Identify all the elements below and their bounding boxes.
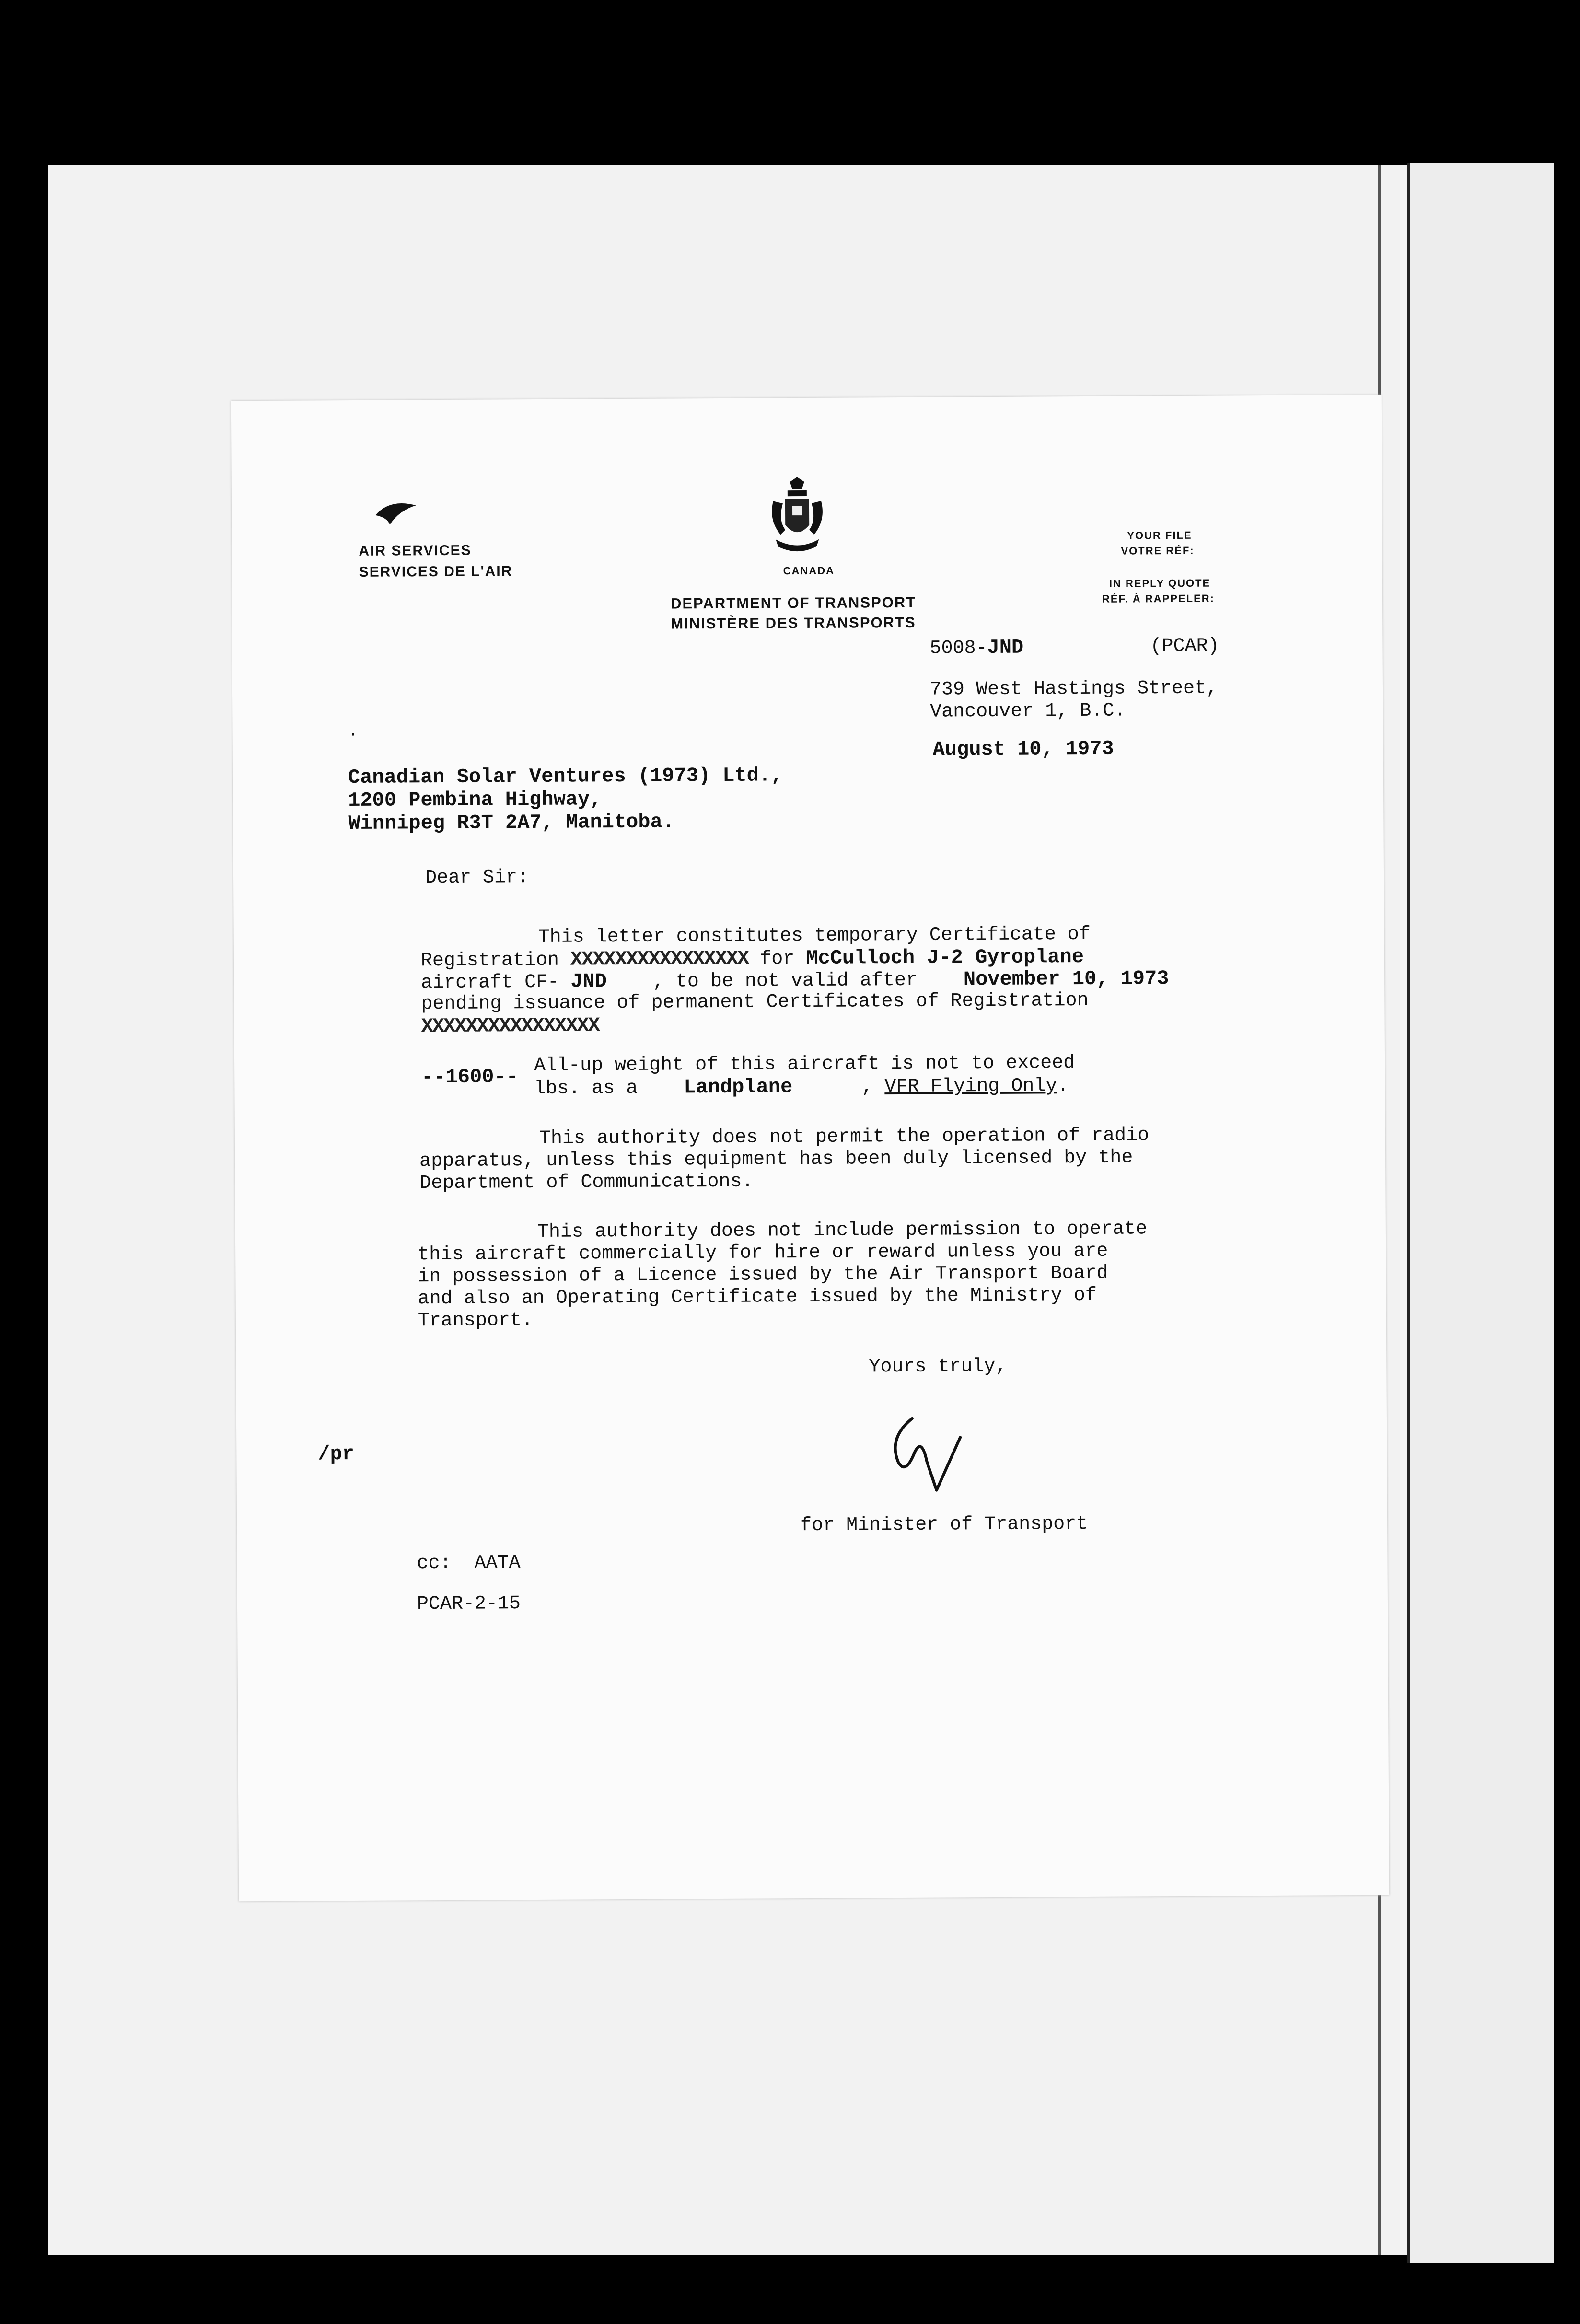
cc-line: cc: AATA bbox=[417, 1552, 521, 1575]
para3-line1: This authority does not permit the operation of radio bbox=[539, 1125, 1150, 1150]
recipient-line1: Canadian Solar Ventures (1973) Ltd., bbox=[348, 764, 783, 790]
para1-line4: pending issuance of permanent Certificates of Registration bbox=[421, 989, 1089, 1015]
initials-marker: /pr bbox=[318, 1442, 355, 1466]
sender-address-line2: Vancouver 1, B.C. bbox=[930, 700, 1126, 723]
header-left-line2: SERVICES DE L'AIR bbox=[359, 563, 513, 580]
aircraft-type: McCulloch J-2 Gyroplane bbox=[806, 945, 1084, 970]
para1-for-word: for bbox=[760, 948, 795, 970]
weight-value: --1600-- bbox=[421, 1065, 518, 1089]
expiry-date: November 10, 1973 bbox=[963, 967, 1169, 991]
crest-label: CANADA bbox=[783, 564, 835, 577]
file-code: JND bbox=[987, 636, 1024, 660]
para2-comma: , bbox=[861, 1076, 873, 1098]
closing: Yours truly, bbox=[869, 1355, 1007, 1378]
ref-a-rappeler-label: RÉF. À RAPPELER: bbox=[1102, 592, 1215, 605]
para3-line2: apparatus, unless this equipment has been duly licensed by the bbox=[419, 1147, 1133, 1173]
para1-line1: This letter constitutes temporary Certificate of bbox=[538, 923, 1091, 948]
para4-line4: and also an Operating Certificate issued by the Ministry of bbox=[418, 1284, 1097, 1310]
handwritten-signature bbox=[879, 1408, 985, 1505]
file-reference bbox=[929, 637, 1023, 660]
para4-line1: This authority does not include permission to operate bbox=[537, 1218, 1148, 1243]
air-services-logo-icon bbox=[371, 496, 423, 530]
aircraft-registration: JND bbox=[570, 970, 607, 993]
header-left-line1: AIR SERVICES bbox=[359, 542, 472, 559]
para4-line3: in possession of a Licence issued by the Air Transport Board bbox=[418, 1262, 1108, 1288]
struck-text-1: XXXXXXXXXXXXXXXX bbox=[570, 947, 749, 971]
para2-line1: All-up weight of this aircraft is not to exceed bbox=[534, 1052, 1075, 1077]
in-reply-quote-label: IN REPLY QUOTE bbox=[1109, 577, 1211, 590]
para2-line2 bbox=[534, 1074, 1069, 1100]
aircraft-class: Landplane bbox=[684, 1075, 793, 1099]
file-tag: (PCAR) bbox=[1150, 635, 1220, 658]
flight-restriction: VFR Flying Only bbox=[884, 1075, 1057, 1098]
coat-of-arms-icon bbox=[764, 477, 831, 559]
para1-registration-word: Registration bbox=[420, 949, 559, 972]
sender-address-line1: 739 West Hastings Street, bbox=[929, 677, 1218, 701]
signatory-line: for Minister of Transport bbox=[800, 1513, 1088, 1537]
recipient-line3: Winnipeg R3T 2A7, Manitoba. bbox=[348, 810, 675, 836]
department-line2: MINISTÈRE DES TRANSPORTS bbox=[671, 614, 916, 632]
your-file-label: YOUR FILE bbox=[1127, 529, 1192, 542]
para3-line3: Department of Communications. bbox=[419, 1171, 754, 1195]
para1-aircraft-prefix: aircraft CF- bbox=[421, 971, 559, 994]
votre-ref-label: VOTRE RÉF: bbox=[1121, 544, 1195, 557]
department-line1: DEPARTMENT OF TRANSPORT bbox=[670, 593, 917, 612]
para4-line5: Transport. bbox=[418, 1310, 534, 1332]
adjacent-page-strip bbox=[1407, 163, 1554, 2263]
recipient-line2: 1200 Pembina Highway, bbox=[348, 788, 602, 813]
salutation: Dear Sir: bbox=[425, 867, 529, 889]
para1-validity-text: , to be not valid after bbox=[652, 969, 918, 993]
para2-period: . bbox=[1057, 1075, 1069, 1097]
form-code: PCAR-2-15 bbox=[417, 1593, 521, 1615]
stray-dot: · bbox=[348, 724, 359, 745]
file-prefix: 5008- bbox=[929, 638, 988, 660]
struck-text-2: XXXXXXXXXXXXXXXX bbox=[421, 1014, 600, 1038]
letter-date: August 10, 1973 bbox=[932, 737, 1114, 761]
para4-line2: this aircraft commercially for hire or reward unless you are bbox=[418, 1240, 1108, 1266]
letter-page bbox=[231, 395, 1389, 1902]
para2-lbs-text: lbs. as a bbox=[534, 1077, 638, 1100]
